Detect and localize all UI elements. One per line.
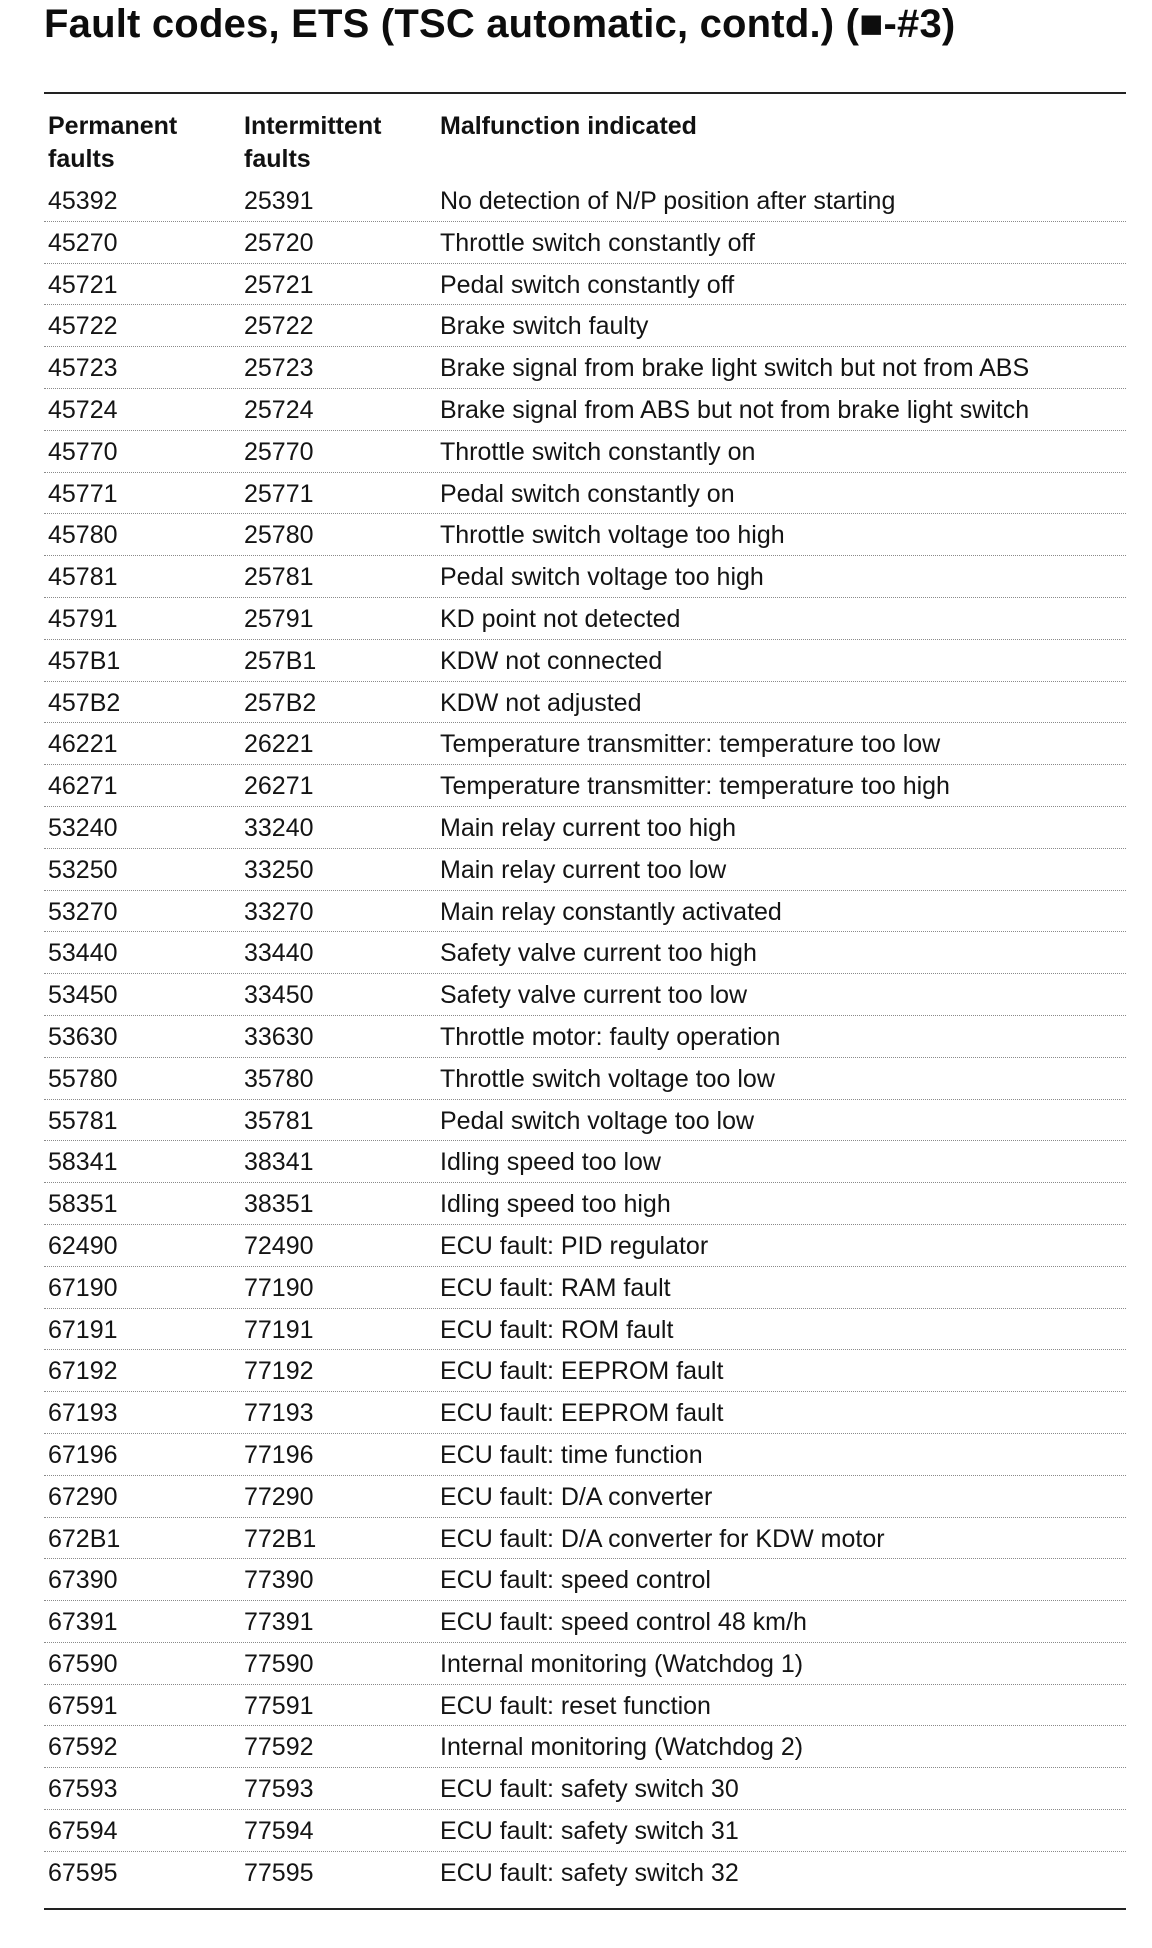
permanent-fault-code: 67391	[48, 1608, 118, 1637]
malfunction-description: Throttle switch voltage too high	[440, 521, 785, 550]
row-divider	[44, 890, 1126, 891]
table-row	[0, 851, 1152, 893]
permanent-fault-code: 457B2	[48, 688, 121, 717]
row-divider	[44, 1057, 1126, 1058]
header-intermittent-faults: Intermittent faults	[244, 112, 382, 173]
header-permanent-faults: Permanent faults	[48, 112, 178, 173]
table-row	[0, 934, 1152, 976]
table-row	[0, 1770, 1152, 1812]
table-row	[0, 266, 1152, 308]
table-row	[0, 1520, 1152, 1562]
permanent-fault-code: 55781	[48, 1106, 118, 1135]
malfunction-description: ECU fault: PID regulator	[440, 1231, 709, 1260]
intermittent-fault-code: 35780	[244, 1064, 314, 1093]
row-divider	[44, 1433, 1126, 1434]
intermittent-fault-code: 38351	[244, 1190, 314, 1219]
malfunction-description: Safety valve current too low	[440, 981, 748, 1010]
intermittent-fault-code: 77196	[244, 1440, 314, 1469]
table-row	[0, 1060, 1152, 1102]
malfunction-description: ECU fault: time function	[440, 1440, 703, 1469]
permanent-fault-code: 46271	[48, 772, 118, 801]
intermittent-fault-code: 33270	[244, 897, 314, 926]
row-divider	[44, 806, 1126, 807]
malfunction-description: Brake switch faulty	[440, 312, 649, 341]
table-row	[0, 307, 1152, 349]
malfunction-description: Pedal switch voltage too low	[440, 1106, 755, 1135]
permanent-fault-code: 672B1	[48, 1524, 121, 1553]
table-row	[0, 349, 1152, 391]
permanent-fault-code: 45722	[48, 312, 118, 341]
permanent-fault-code: 45770	[48, 437, 118, 466]
row-divider	[44, 639, 1126, 640]
intermittent-fault-code: 33630	[244, 1022, 314, 1051]
table-row	[0, 1185, 1152, 1227]
malfunction-description: ECU fault: RAM fault	[440, 1273, 671, 1302]
permanent-fault-code: 67190	[48, 1273, 118, 1302]
table-row	[0, 1352, 1152, 1394]
malfunction-description: Throttle switch voltage too low	[440, 1064, 775, 1093]
row-divider	[44, 263, 1126, 264]
row-divider	[44, 388, 1126, 389]
table-row	[0, 433, 1152, 475]
table-row	[0, 1854, 1152, 1896]
permanent-fault-code: 55780	[48, 1064, 118, 1093]
row-divider	[44, 973, 1126, 974]
bottom-rule	[44, 1908, 1126, 1910]
malfunction-description: Idling speed too high	[440, 1190, 671, 1219]
intermittent-fault-code: 33240	[244, 813, 314, 842]
row-divider	[44, 430, 1126, 431]
malfunction-description: ECU fault: safety switch 30	[440, 1775, 739, 1804]
intermittent-fault-code: 77590	[244, 1649, 314, 1678]
permanent-fault-code: 45723	[48, 354, 118, 383]
malfunction-description: Pedal switch constantly on	[440, 479, 735, 508]
malfunction-description: Throttle motor: faulty operation	[440, 1022, 781, 1051]
table-row	[0, 1561, 1152, 1603]
table-row	[0, 1645, 1152, 1687]
permanent-fault-code: 67196	[48, 1440, 118, 1469]
malfunction-description: Main relay current too low	[440, 855, 727, 884]
table-row	[0, 1018, 1152, 1060]
row-divider	[44, 1767, 1126, 1768]
intermittent-fault-code: 77591	[244, 1691, 314, 1720]
malfunction-description: ECU fault: ROM fault	[440, 1315, 674, 1344]
table-row	[0, 809, 1152, 851]
table-row	[0, 1227, 1152, 1269]
row-divider	[44, 848, 1126, 849]
table-row	[0, 1143, 1152, 1185]
permanent-fault-code: 45791	[48, 604, 118, 633]
permanent-fault-code: 45724	[48, 395, 118, 424]
intermittent-fault-code: 772B1	[244, 1524, 317, 1553]
row-divider	[44, 722, 1126, 723]
permanent-fault-code: 67594	[48, 1817, 118, 1846]
intermittent-fault-code: 25391	[244, 187, 314, 215]
permanent-fault-code: 45270	[48, 228, 118, 257]
permanent-fault-code: 67390	[48, 1566, 118, 1595]
permanent-fault-code: 53250	[48, 855, 118, 884]
table-row	[0, 1603, 1152, 1645]
permanent-fault-code: 67192	[48, 1357, 118, 1386]
table-row	[0, 1687, 1152, 1729]
table-row	[0, 684, 1152, 726]
permanent-fault-code: 53240	[48, 813, 118, 842]
row-divider	[44, 1475, 1126, 1476]
malfunction-description: Main relay current too high	[440, 813, 736, 842]
table-row	[0, 558, 1152, 600]
table-row	[0, 767, 1152, 809]
malfunction-description: ECU fault: speed control 48 km/h	[440, 1608, 807, 1637]
permanent-fault-code: 58351	[48, 1190, 118, 1219]
malfunction-description: Brake signal from brake light switch but not from ABS	[440, 354, 1030, 383]
malfunction-description: Temperature transmitter: temperature too low	[440, 730, 941, 759]
row-divider	[44, 1140, 1126, 1141]
table-row	[0, 182, 1152, 224]
malfunction-description: Temperature transmitter: temperature too high	[440, 772, 950, 801]
malfunction-description: Throttle switch constantly off	[440, 228, 755, 257]
permanent-fault-code: 67595	[48, 1858, 118, 1887]
permanent-fault-code: 53450	[48, 981, 118, 1010]
permanent-fault-code: 45781	[48, 563, 118, 592]
permanent-fault-code: 67590	[48, 1649, 118, 1678]
intermittent-fault-code: 77592	[244, 1733, 314, 1762]
intermittent-fault-code: 77390	[244, 1566, 314, 1595]
malfunction-description: ECU fault: safety switch 31	[440, 1817, 739, 1846]
malfunction-description: No detection of N/P position after starting	[440, 187, 896, 215]
intermittent-fault-code: 25771	[244, 479, 314, 508]
row-divider	[44, 1600, 1126, 1601]
row-divider	[44, 764, 1126, 765]
intermittent-fault-code: 77193	[244, 1399, 314, 1428]
permanent-fault-code: 58341	[48, 1148, 118, 1177]
permanent-fault-code: 53270	[48, 897, 118, 926]
row-divider	[44, 1642, 1126, 1643]
intermittent-fault-code: 25722	[244, 312, 314, 341]
row-divider	[44, 304, 1126, 305]
intermittent-fault-code: 38341	[244, 1148, 314, 1177]
fault-code-table	[0, 182, 1152, 1896]
intermittent-fault-code: 25770	[244, 437, 314, 466]
table-row	[0, 1436, 1152, 1478]
malfunction-description: ECU fault: EEPROM fault	[440, 1399, 724, 1428]
intermittent-fault-code: 257B2	[244, 688, 317, 717]
permanent-fault-code: 45721	[48, 270, 118, 299]
table-row	[0, 1269, 1152, 1311]
permanent-fault-code: 67193	[48, 1399, 118, 1428]
row-divider	[44, 1851, 1126, 1852]
malfunction-description: Brake signal from ABS but not from brake light switch	[440, 395, 1030, 424]
permanent-fault-code: 53440	[48, 939, 118, 968]
permanent-fault-code: 67592	[48, 1733, 118, 1762]
row-divider	[44, 681, 1126, 682]
row-divider	[44, 555, 1126, 556]
malfunction-description: Main relay constantly activated	[440, 897, 782, 926]
row-divider	[44, 1182, 1126, 1183]
row-divider	[44, 1517, 1126, 1518]
row-divider	[44, 1684, 1126, 1685]
intermittent-fault-code: 25720	[244, 228, 314, 257]
permanent-fault-code: 45392	[48, 187, 118, 215]
intermittent-fault-code: 33440	[244, 939, 314, 968]
row-divider	[44, 1349, 1126, 1350]
page-title: Fault codes, ETS (TSC automatic, contd.) (■-#3)	[44, 2, 956, 46]
row-divider	[44, 1809, 1126, 1810]
intermittent-fault-code: 26221	[244, 730, 314, 759]
table-row	[0, 976, 1152, 1018]
intermittent-fault-code: 257B1	[244, 646, 317, 675]
row-divider	[44, 1224, 1126, 1225]
malfunction-description: Pedal switch constantly off	[440, 270, 735, 299]
intermittent-fault-code: 77192	[244, 1357, 314, 1386]
permanent-fault-code: 457B1	[48, 646, 121, 675]
permanent-fault-code: 62490	[48, 1231, 118, 1260]
table-row	[0, 516, 1152, 558]
intermittent-fault-code: 77593	[244, 1775, 314, 1804]
table-row	[0, 1812, 1152, 1854]
row-divider	[44, 1725, 1126, 1726]
permanent-fault-code: 46221	[48, 730, 118, 759]
intermittent-fault-code: 77391	[244, 1608, 314, 1637]
intermittent-fault-code: 77290	[244, 1482, 314, 1511]
malfunction-description: Internal monitoring (Watchdog 2)	[440, 1733, 804, 1762]
table-row	[0, 475, 1152, 517]
malfunction-description: Pedal switch voltage too high	[440, 563, 764, 592]
row-divider	[44, 472, 1126, 473]
intermittent-fault-code: 77190	[244, 1273, 314, 1302]
row-divider	[44, 597, 1126, 598]
malfunction-description: ECU fault: D/A converter for KDW motor	[440, 1524, 885, 1553]
table-row	[0, 1728, 1152, 1770]
row-divider	[44, 221, 1126, 222]
intermittent-fault-code: 33450	[244, 981, 314, 1010]
row-divider	[44, 931, 1126, 932]
intermittent-fault-code: 35781	[244, 1106, 314, 1135]
malfunction-description: ECU fault: reset function	[440, 1691, 711, 1720]
intermittent-fault-code: 25781	[244, 563, 314, 592]
table-row	[0, 391, 1152, 433]
malfunction-description: ECU fault: speed control	[440, 1566, 711, 1595]
intermittent-fault-code: 77191	[244, 1315, 314, 1344]
intermittent-fault-code: 25724	[244, 395, 314, 424]
row-divider	[44, 1558, 1126, 1559]
table-row	[0, 1394, 1152, 1436]
table-row	[0, 1102, 1152, 1144]
table-row	[0, 893, 1152, 935]
row-divider	[44, 1099, 1126, 1100]
row-divider	[44, 1266, 1126, 1267]
table-row	[0, 642, 1152, 684]
malfunction-description: Safety valve current too high	[440, 939, 757, 968]
malfunction-description: KDW not connected	[440, 646, 663, 675]
row-divider	[44, 346, 1126, 347]
intermittent-fault-code: 77594	[244, 1817, 314, 1846]
malfunction-description: Throttle switch constantly on	[440, 437, 756, 466]
intermittent-fault-code: 25723	[244, 354, 314, 383]
intermittent-fault-code: 25780	[244, 521, 314, 550]
intermittent-fault-code: 77595	[244, 1858, 314, 1887]
table-row	[0, 1478, 1152, 1520]
permanent-fault-code: 67191	[48, 1315, 118, 1344]
intermittent-fault-code: 25791	[244, 604, 314, 633]
intermittent-fault-code: 25721	[244, 270, 314, 299]
row-divider	[44, 513, 1126, 514]
header-malfunction-indicated: Malfunction indicated	[440, 112, 697, 140]
permanent-fault-code: 53630	[48, 1022, 118, 1051]
malfunction-description: KD point not detected	[440, 604, 681, 633]
table-row	[0, 224, 1152, 266]
malfunction-description: KDW not adjusted	[440, 688, 642, 717]
permanent-fault-code: 45771	[48, 479, 118, 508]
malfunction-description: Idling speed too low	[440, 1148, 661, 1177]
row-divider	[44, 1308, 1126, 1309]
table-header	[0, 110, 1152, 178]
intermittent-fault-code: 33250	[244, 855, 314, 884]
table-row	[0, 725, 1152, 767]
table-row	[0, 600, 1152, 642]
top-rule	[44, 92, 1126, 94]
row-divider	[44, 1391, 1126, 1392]
row-divider	[44, 1015, 1126, 1016]
permanent-fault-code: 45780	[48, 521, 118, 550]
malfunction-description: ECU fault: safety switch 32	[440, 1858, 739, 1887]
permanent-fault-code: 67290	[48, 1482, 118, 1511]
permanent-fault-code: 67591	[48, 1691, 118, 1720]
malfunction-description: ECU fault: D/A converter	[440, 1482, 713, 1511]
intermittent-fault-code: 72490	[244, 1231, 314, 1260]
permanent-fault-code: 67593	[48, 1775, 118, 1804]
malfunction-description: Internal monitoring (Watchdog 1)	[440, 1649, 804, 1678]
table-row	[0, 1311, 1152, 1353]
malfunction-description: ECU fault: EEPROM fault	[440, 1357, 724, 1386]
intermittent-fault-code: 26271	[244, 772, 314, 801]
